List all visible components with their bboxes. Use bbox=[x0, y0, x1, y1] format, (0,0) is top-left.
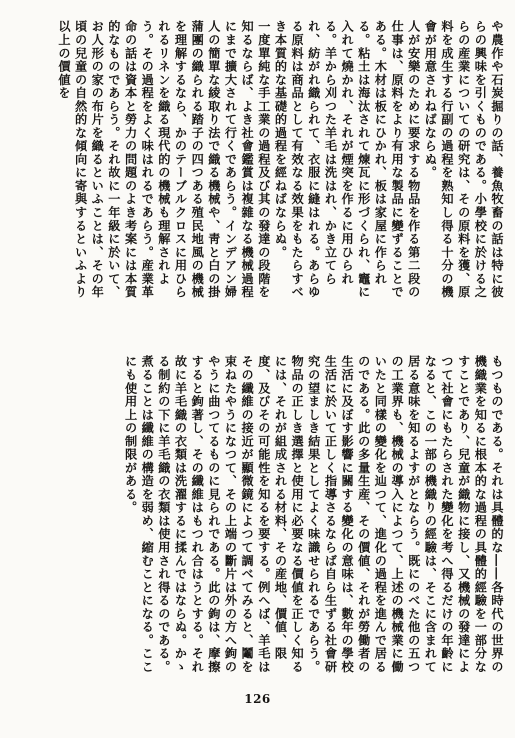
page-number: 126 bbox=[244, 692, 271, 706]
lower-text-block bbox=[23, 355, 505, 675]
paragraph: や農作や石炭掘りの話、養魚牧畜の話は特に彼らの興味を引くものである。小學校に於ける之らの産業についての研究は、その原料を獲、原料を成生する行副の過程を熟知し得る十分の機會が用意されねばならぬ。 bbox=[423, 20, 504, 299]
paragraph: 物品の正しき選擇と使用に必要なる價値を正しく知るには、それが組成される材料、その産地、價値、限度、及びその可能性を知るを要する。例へば、羊毛はその纖維の接近が顯微鏡によつて調べてみると、鬮を束ねたやうになつて、その上端の斷片は外の方へ鉤のやうに曲つてるものに見られである。此の鉤は、摩擦すると鉤著し、その纖維はもつれ合はうとする。それ故に羊毛織の衣類は洗濯するに揉んではならぬ。かゝる制約の下に羊毛織の衣類は使用され得るのである。煮ることは纖維の構造を弱め、縮むことになる。ここにも使用上の制限がある。 bbox=[123, 355, 305, 674]
upper-text-block bbox=[23, 20, 505, 310]
paragraph: もつものである。それは具體的な――各時代の世界の機織業を知るに根本的な過程の具體的經驗を一部分なすことであり、兒童が織物に接し、又機械の發達によつて社會にもたらされた變化を考へ得るだけの年齡になると、この一部の機織りの經驗は、そこに含まれて居る意味を知るよすがとならう。既にのべた他の五つの工業界も、機械の導入によつて、上述の機械業に働いたと同樣の變化を辿つて、進化の過程を進んで居るのである。此の多量生産、その價値、それが勞働者の生活に及ぼす影響に關する變化の意味は、數年の學校生活に於いて正しく指導さるならば自ら生ずる社會研究の望ましき結果としてよく味識せられるであらう。 bbox=[306, 355, 504, 674]
paragraph: 一度單純な手工業の過程及び其の發達の段階を知るならば、よき社會鑑賞は複雜なる機械過程にまで擴大されて行くであらう。インデアン婦人の簡單な綾取り法で織る機械や、靑と白の掛蒲團の織られる踏子の四つある殖民地風の機械を理解するなら、かのテーブルクロスに用ひられるリネンを織る現代的の機械も理解されよう。その過程をよく味はれるであらう。産業革命の話は資本と勞力の問題のよき考案には本質的なものであらう。それ故に一年級に於いて、お人形の家の布片を織るといふことは、その年頃の兒童の自然的な傾向に寄與するといふより以上の價値を bbox=[56, 20, 271, 299]
paragraph: 人が安樂のために要求する物品を作る第二段の仕事は、原料をより有用な製品に變ずることである。木材は板にひかれ、板は家屋に作られる。粘土は海汰されて煉瓦に形づくられ、竈に入れて燒かれ、それが煙突を作るに用ひられる。羊から刈つた羊毛は洗はれ、かき立てられ、紡がれ織られて、衣服に縫はれる。あらゆる原料は商品として有效なる效果をもたらすべき本質的な基礎的過程を經ねばならぬ。 bbox=[273, 20, 421, 299]
